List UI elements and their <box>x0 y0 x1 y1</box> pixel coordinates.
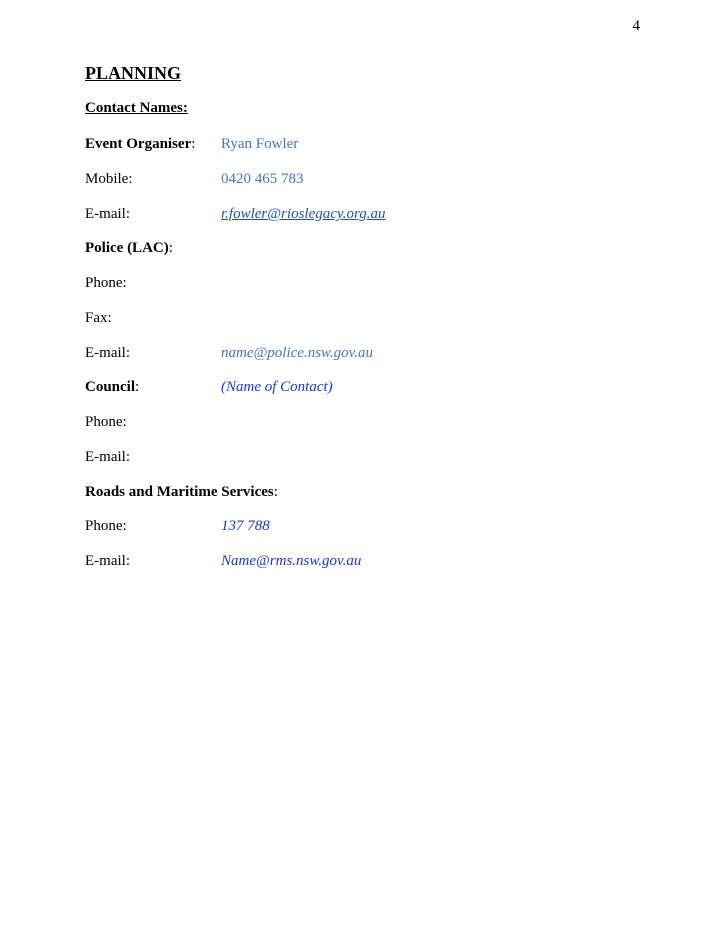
council-label: Council: <box>85 379 140 395</box>
rms-label: Roads and Maritime Services: <box>85 484 278 500</box>
rms-phone-label: Phone: <box>85 518 127 534</box>
rms-phone-value: 137 788 <box>221 518 270 534</box>
police-email-label: E-mail: <box>85 345 130 361</box>
council-phone-label: Phone: <box>85 414 127 430</box>
police-phone-label: Phone: <box>85 275 127 291</box>
rms-email-value: Name@rms.nsw.gov.au <box>221 553 362 569</box>
organiser-mobile-label: Mobile: <box>85 171 133 187</box>
council-contact-name: (Name of Contact) <box>221 379 333 395</box>
event-organiser-label: Event Organiser: <box>85 136 196 152</box>
section-heading: PLANNING <box>85 63 182 83</box>
contact-names-subheading: Contact Names: <box>85 100 188 116</box>
council-email-label: E-mail: <box>85 449 130 465</box>
rms-email-label: E-mail: <box>85 553 130 569</box>
event-organiser-name: Ryan Fowler <box>221 136 299 152</box>
police-label: Police (LAC): <box>85 240 173 256</box>
police-fax-label: Fax: <box>85 310 112 326</box>
page-number: 4 <box>632 18 640 34</box>
organiser-mobile-value: 0420 465 783 <box>221 171 304 187</box>
police-email-value: name@police.nsw.gov.au <box>221 345 373 361</box>
organiser-email-label: E-mail: <box>85 206 130 222</box>
organiser-email-link[interactable]: r.fowler@rioslegacy.org.au <box>221 206 386 222</box>
